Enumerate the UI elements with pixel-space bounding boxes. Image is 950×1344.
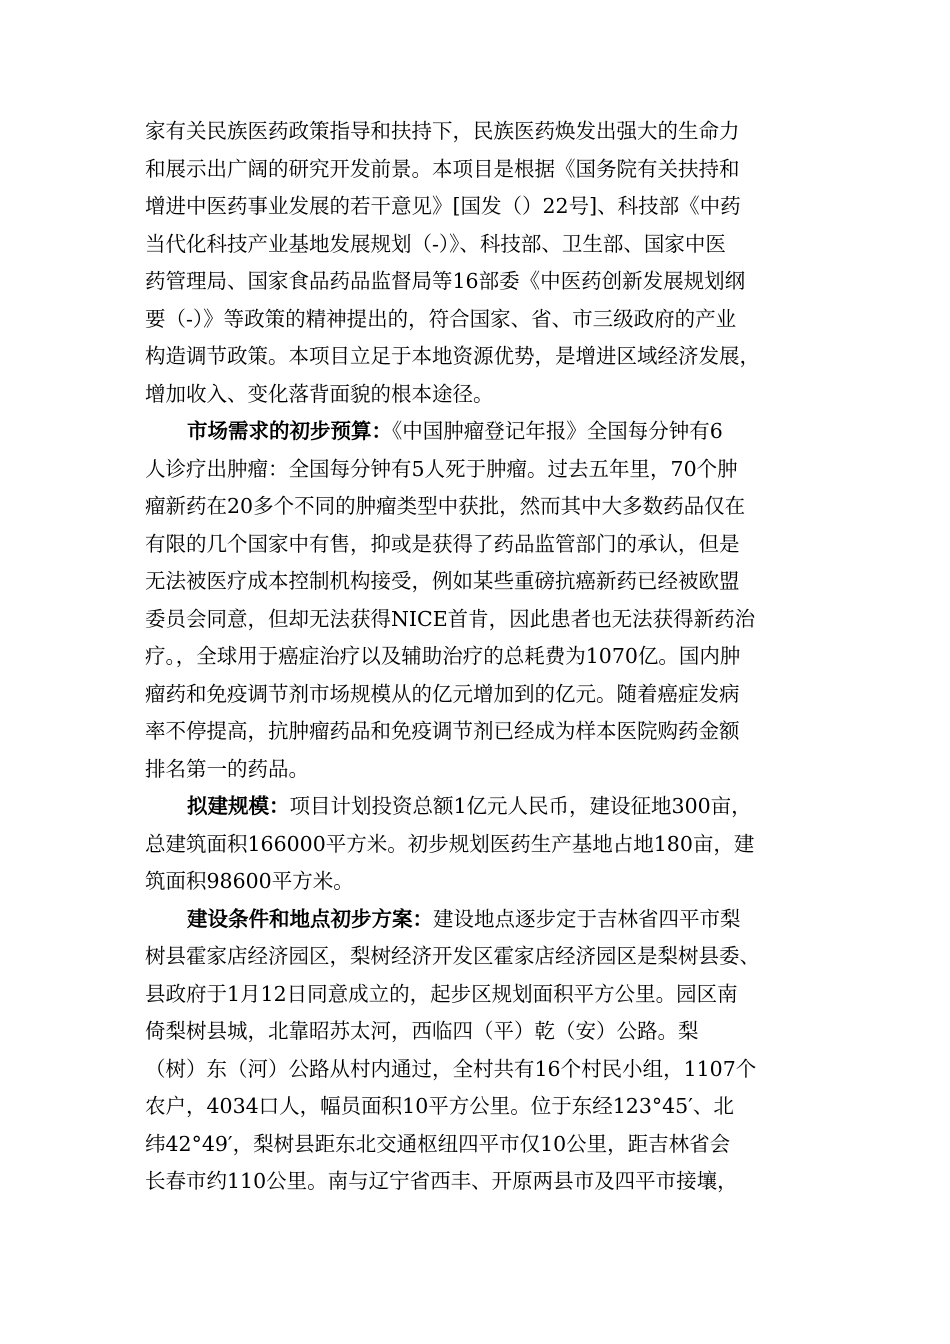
text-line: 增进中医药事业发展的若干意见》[国发（）22号]、科技部《中药 bbox=[145, 194, 741, 218]
text-line: 委员会同意，但却无法获得NICE首肯，因此患者也无法获得新药治 bbox=[145, 606, 756, 631]
text-line: 构造调节政策。本项目立足于本地资源优势，是增进区域经济发展， bbox=[145, 344, 760, 368]
text-line: 疗。，全球用于癌症治疗以及辅助治疗的总耗费为1070亿。国内肿 bbox=[145, 644, 741, 668]
text-line: 人诊疗出肿瘤：全国每分钟有5人死于肿瘤。过去五年里，70个肿 bbox=[145, 456, 738, 481]
text-line bbox=[145, 413, 810, 451]
section-heading-market-demand: 市场需求的初步预算： bbox=[187, 419, 392, 443]
text-line: 药管理局、国家食品药品监督局等16部委《中医药创新发展规划纲 bbox=[145, 269, 746, 293]
text-line: （树）东（河）公路从村内通过，全村共有16个村民小组，1107个 bbox=[145, 1056, 757, 1081]
text-line: 和展示出广阔的研究开发前景。本项目是根据《国务院有关扶持和 bbox=[145, 156, 740, 181]
text-run: 项目计划投资总额1亿元人民币，建设征地300亩， bbox=[289, 794, 752, 818]
paragraph-policy-background bbox=[145, 113, 810, 413]
text-line: 无法被医疗成本控制机构接受，例如某些重磅抗癌新药已经被欧盟 bbox=[145, 569, 740, 593]
section-heading-construction-location: 建设条件和地点初步方案： bbox=[187, 906, 433, 931]
paragraph-construction-location bbox=[145, 901, 810, 1201]
text-line: 纬42°49′，梨树县距东北交通枢纽四平市仅10公里，距吉林省会 bbox=[145, 1131, 731, 1156]
text-line: 长春市约110公里。南与辽宁省西丰、开原两县市及四平市接壤， bbox=[145, 1169, 738, 1193]
text-line: 家有关民族医药政策指导和扶持下，民族医药焕发出强大的生命力 bbox=[145, 119, 740, 143]
text-line: 要（-）》等政策的精神提出的，符合国家、省、市三级政府的产业 bbox=[145, 306, 737, 331]
text-line bbox=[145, 788, 810, 826]
text-line bbox=[145, 901, 810, 939]
text-line: 总建筑面积166000平方米。初步规划医药生产基地占地180亩，建 bbox=[145, 831, 755, 856]
paragraph-market-demand bbox=[145, 413, 810, 788]
text-line: 增加收入、变化落背面貌的根本途径。 bbox=[145, 381, 494, 406]
paragraph-planned-scale bbox=[145, 788, 810, 901]
document-body bbox=[145, 113, 810, 1201]
text-line: 县政府于1月12日同意成立的，起步区规划面积平方公里。园区南 bbox=[145, 981, 738, 1006]
text-run: 《中国肿瘤登记年报》全国每分钟有6 bbox=[392, 419, 723, 443]
text-line: 筑面积98600平方米。 bbox=[145, 869, 354, 893]
text-run: 建设地点逐步定于吉林省四平市梨 bbox=[433, 906, 741, 931]
text-line: 瘤药和免疫调节剂市场规模从的亿元增加到的亿元。随着癌症发病 bbox=[145, 681, 740, 706]
text-line: 农户，4034口人，幅员面积10平方公里。位于东经123°45′、北 bbox=[145, 1094, 734, 1118]
text-line: 当代化科技产业基地发展规划（-）》、科技部、卫生部、国家中医 bbox=[145, 231, 726, 256]
text-line: 倚梨树县城，北靠昭苏太河，西临四（平）乾（安）公路。梨 bbox=[145, 1019, 699, 1043]
text-line: 瘤新药在20多个不同的肿瘤类型中获批，然而其中大多数药品仅在 bbox=[145, 494, 746, 518]
section-heading-planned-scale: 拟建规模： bbox=[187, 794, 290, 818]
text-line: 排名第一的药品。 bbox=[145, 756, 309, 781]
text-line: 率不停提高，抗肿瘤药品和免疫调节剂已经成为样本医院购药金额 bbox=[145, 719, 740, 743]
text-line: 有限的几个国家中有售，抑或是获得了药品监管部门的承认，但是 bbox=[145, 531, 740, 556]
text-line: 树县霍家店经济园区，梨树经济开发区霍家店经济园区是梨树县委、 bbox=[145, 944, 760, 968]
